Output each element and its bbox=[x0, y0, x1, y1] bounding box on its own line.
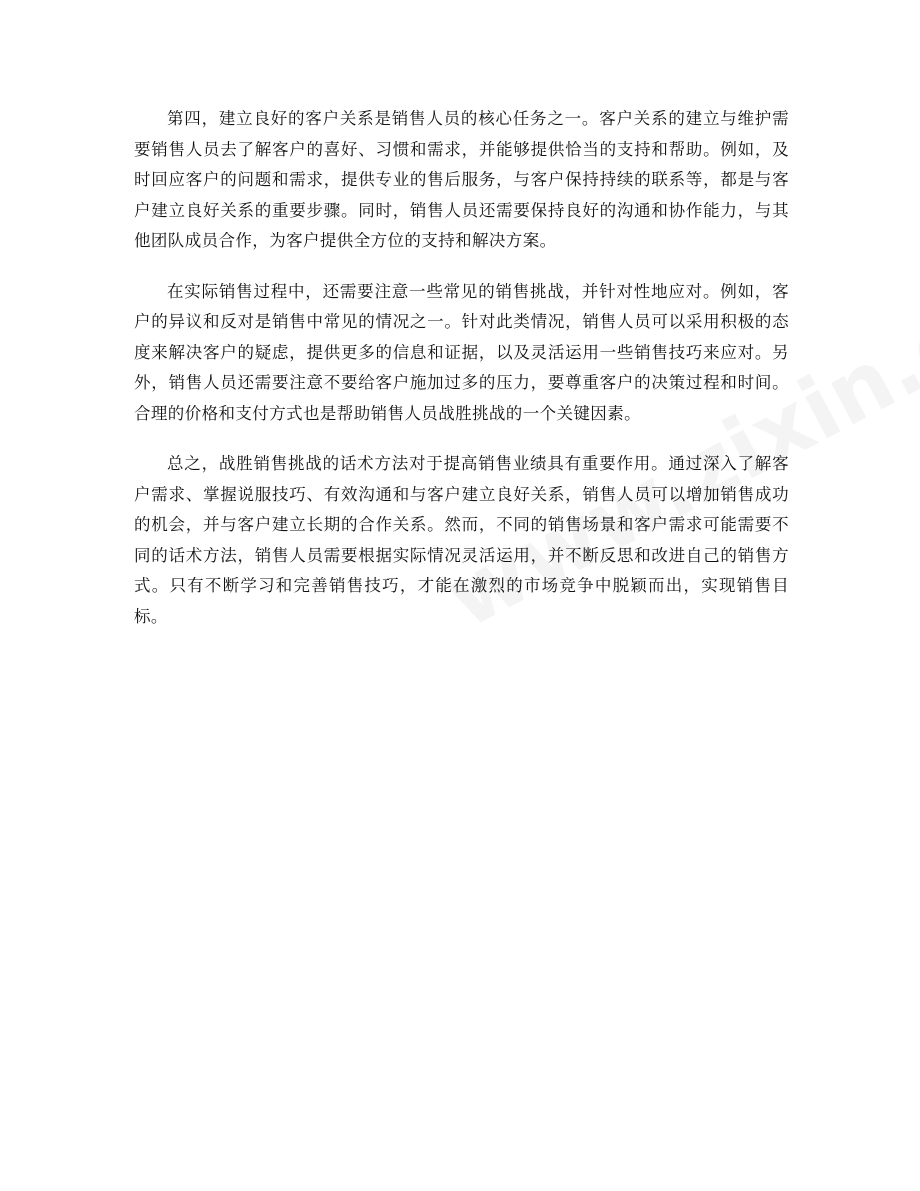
paragraph-conclusion: 总之，战胜销售挑战的话术方法对于提高销售业绩具有重要作用。通过深入了解客户需求、掌握说服技巧、有效沟通和与客户建立良好关系，销售人员可以增加销售成功的机会，并与客户建立长期的合作关系。然而，不同的销售场景和客户需求可能需要不同的话术方法，销售人员需要根据实际情况灵活运用，并不断反思和改进自己的销售方式。只有不断学习和完善销售技巧，才能在激烈的市场竞争中脱颖而出，实现销售目标。 bbox=[134, 454, 789, 626]
document-body bbox=[134, 104, 789, 652]
paragraph-challenges: 在实际销售过程中，还需要注意一些常见的销售挑战，并针对性地应对。例如，客户的异议和反对是销售中常见的情况之一。针对此类情况，销售人员可以采用积极的态度来解决客户的疑虑，提供更多的信息和证据，以及灵活运用一些销售技巧来应对。另外，销售人员还需要注意不要给客户施加过多的压力，要尊重客户的决策过程和时间。合理的价格和支付方式也是帮助销售人员战胜挑战的一个关键因素。 bbox=[134, 281, 789, 423]
paragraph-relationship: 第四，建立良好的客户关系是销售人员的核心任务之一。客户关系的建立与维护需要销售人员去了解客户的喜好、习惯和需求，并能够提供恰当的支持和帮助。例如，及时回应客户的问题和需求，提供专业的售后服务，与客户保持持续的联系等，都是与客户建立良好关系的重要步骤。同时，销售人员还需要保持良好的沟通和协作能力，与其他团队成员合作，为客户提供全方位的支持和解决方案。 bbox=[134, 109, 789, 250]
